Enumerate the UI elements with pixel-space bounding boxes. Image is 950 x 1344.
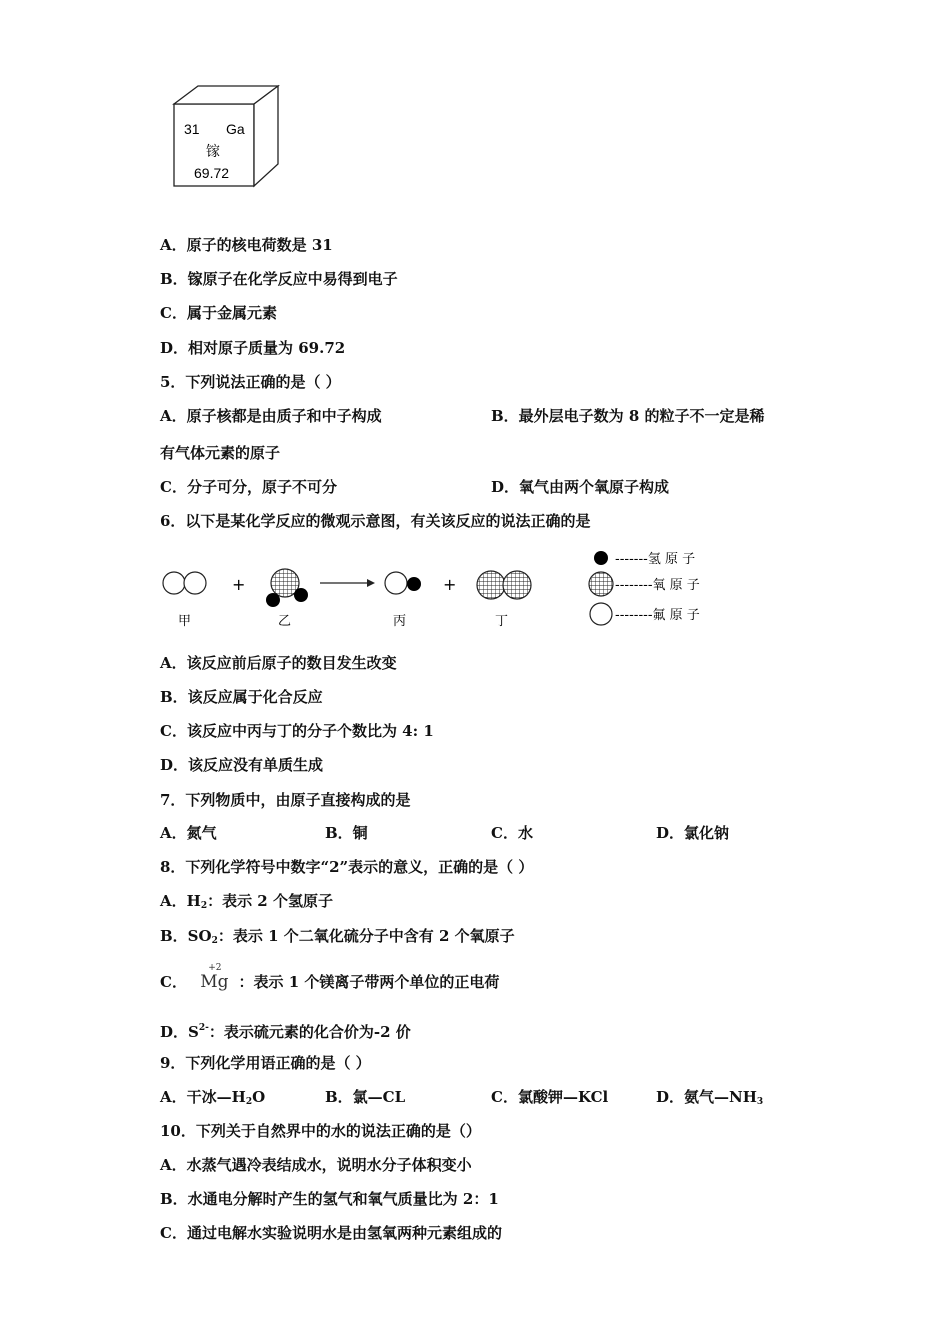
q9-d-subscript: 3 xyxy=(756,1097,764,1107)
q8-b-subscript: 2 xyxy=(211,936,218,946)
q5-stem: 5．下列说法正确的是（ ） xyxy=(160,373,341,391)
legend-hydrogen-atom-icon xyxy=(594,551,608,565)
q8-c-symbol: Mg xyxy=(200,972,229,992)
q10-option-c: C．通过电解水实验说明水是由氢氧两种元素组成的 xyxy=(160,1224,502,1242)
plus-sign-2: + xyxy=(443,575,457,594)
q9-option-b: B．氯—CL xyxy=(325,1088,406,1106)
molecule-yi xyxy=(266,569,308,607)
q5-option-b: B．最外层电子数为 8 的粒子不一定是稀 xyxy=(491,407,765,425)
q8-a-subscript: 2 xyxy=(200,901,208,911)
reaction-arrow xyxy=(320,579,375,587)
q8-d-prefix: D．S xyxy=(160,1023,199,1041)
q4-option-b: B．镓原子在化学反应中易得到电子 xyxy=(160,270,398,288)
label-ding: 丁 xyxy=(495,614,509,629)
molecule-ding xyxy=(477,571,531,599)
q7-option-b: B．铜 xyxy=(325,824,368,842)
q7-option-c: C．水 xyxy=(491,824,533,842)
q9-a-tail: O xyxy=(252,1088,266,1106)
legend-oxygen-label: --------氧 原 子 xyxy=(615,578,700,593)
q9-a-subscript: 2 xyxy=(245,1097,253,1107)
plus-sign-1: + xyxy=(232,575,246,594)
q9-option-a xyxy=(160,1087,265,1112)
diagram-legend xyxy=(589,551,700,625)
q10-option-a: A．水蒸气遇冷表结成水，说明水分子体积变小 xyxy=(160,1156,472,1174)
element-symbol: Ga xyxy=(226,121,245,137)
q8-b-prefix: B．SO xyxy=(160,927,212,945)
q10-stem: 10．下列关于自然界中的水的说法正确的是（） xyxy=(160,1122,481,1140)
reaction-micro-diagram xyxy=(155,545,755,635)
q6-option-a: A．该反应前后原子的数目发生改变 xyxy=(160,654,397,672)
q6-option-d: D．该反应没有单质生成 xyxy=(160,756,324,774)
q8-option-c xyxy=(160,963,500,992)
q8-b-text: ：表示 1 个二氧化硫分子中含有 2 个氧原子 xyxy=(217,927,515,945)
q8-option-b xyxy=(160,926,515,951)
q9-d-text: D．氨气—NH xyxy=(656,1088,757,1106)
q5-option-c: C．分子可分，原子不可分 xyxy=(160,478,337,496)
q9-option-d xyxy=(656,1087,763,1112)
q8-a-prefix: A．H xyxy=(160,892,201,910)
q4-option-d: D．相对原子质量为 69.72 xyxy=(160,339,346,357)
legend-fluorine-label: --------氟 原 子 xyxy=(615,608,700,623)
q8-d-text: ：表示硫元素的化合价为-2 价 xyxy=(208,1023,411,1041)
q7-stem: 7．下列物质中，由原子直接构成的是 xyxy=(160,791,411,809)
q4-option-c: C．属于金属元素 xyxy=(160,304,277,322)
q5-option-d: D．氧气由两个氧原子构成 xyxy=(491,478,670,496)
q6-stem: 6．以下是某化学反应的微观示意图，有关该反应的说法正确的是 xyxy=(160,512,591,530)
q6-option-c: C．该反应中丙与丁的分子个数比为 4: 1 xyxy=(160,722,434,740)
label-bing: 丙 xyxy=(393,614,407,629)
q8-option-d xyxy=(160,1018,411,1042)
label-jia: 甲 xyxy=(178,614,192,629)
q10-option-b: B．水通电分解时产生的氢气和氧气质量比为 2：1 xyxy=(160,1190,499,1208)
q8-stem: 8．下列化学符号中数字“2”表示的意义，正确的是（ ） xyxy=(160,858,534,876)
molecule-jia xyxy=(163,572,206,594)
gallium-element-card xyxy=(170,84,285,194)
q9-stem: 9．下列化学用语正确的是（ ） xyxy=(160,1054,371,1072)
q9-a-text: A．干冰—H xyxy=(160,1088,246,1106)
legend-fluorine-atom-icon xyxy=(590,603,612,625)
q9-option-c: C．氯酸钾—KCl xyxy=(491,1088,609,1106)
q5-option-b-continued: 有气体元素的原子 xyxy=(160,444,281,462)
atomic-mass: 69.72 xyxy=(194,165,230,181)
atomic-number: 31 xyxy=(184,121,200,137)
q8-c-text: ：表示 1 个镁离子带两个单位的正电荷 xyxy=(238,973,500,991)
q8-option-a xyxy=(160,891,333,916)
q8-d-superscript: 2- xyxy=(198,1023,209,1033)
q7-option-a: A．氮气 xyxy=(160,824,217,842)
q7-option-d: D．氯化钠 xyxy=(656,824,730,842)
q8-a-text: ：表示 2 个氢原子 xyxy=(207,892,333,910)
element-name: 镓 xyxy=(206,144,220,160)
legend-hydrogen-label: -------氢 原 子 xyxy=(615,552,696,567)
label-yi: 乙 xyxy=(278,614,292,629)
q6-option-b: B．该反应属于化合反应 xyxy=(160,688,323,706)
molecule-bing xyxy=(385,572,421,594)
legend-oxygen-atom-icon xyxy=(589,572,613,596)
q5-option-a: A．原子核都是由质子和中子构成 xyxy=(160,407,382,425)
q8-c-valence: +2 xyxy=(208,963,222,973)
q4-option-a: A．原子的核电荷数是 31 xyxy=(160,236,333,254)
q8-c-prefix: C． xyxy=(160,973,187,991)
